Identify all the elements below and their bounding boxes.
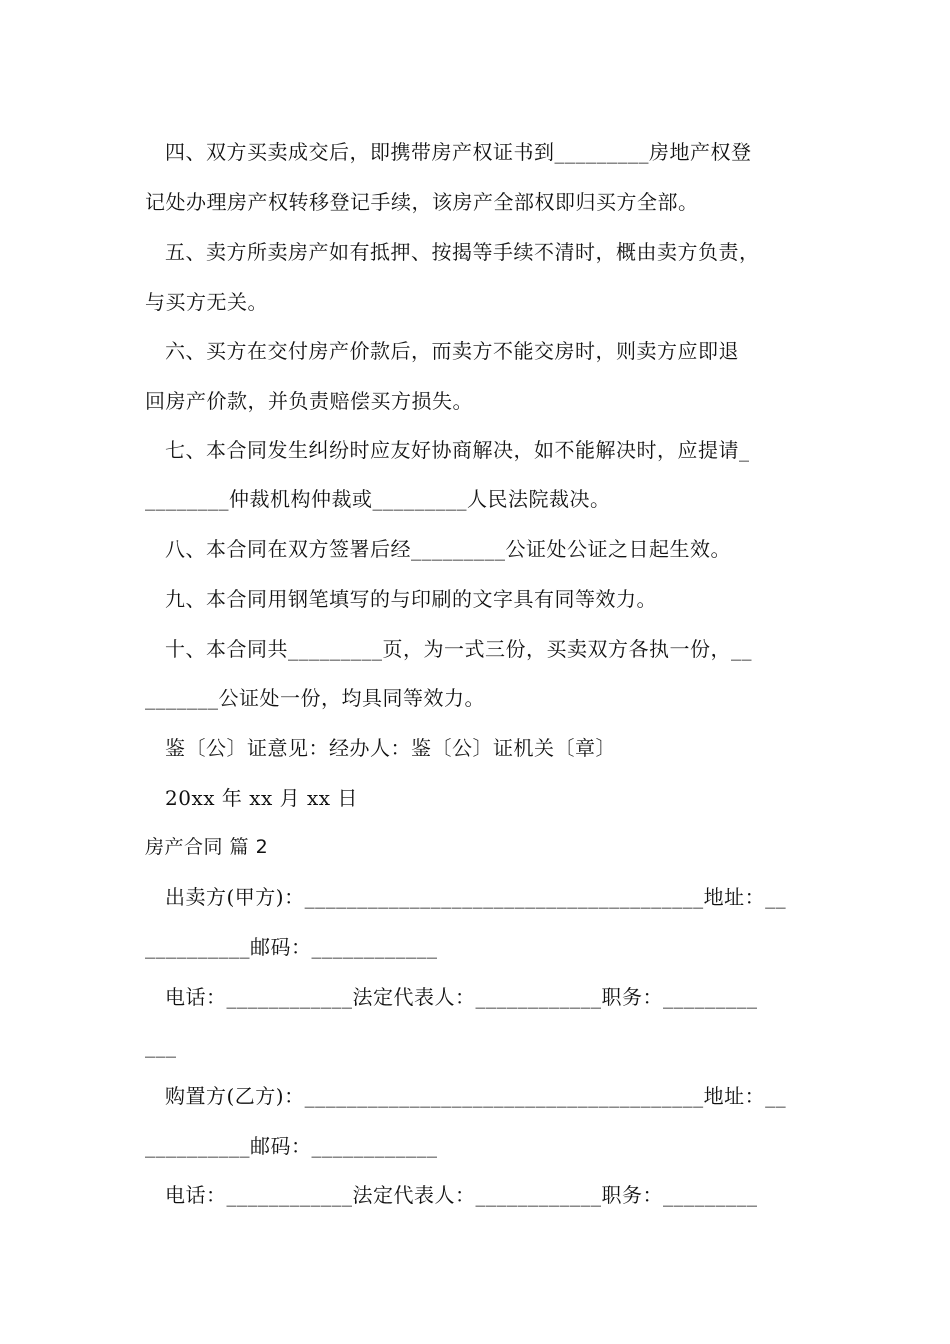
seller-line-2: __________邮码：____________	[145, 935, 438, 959]
clause-4-line-2: 记处办理房产权转移登记手续，该房产全部权即归买方全部。	[145, 190, 699, 214]
clause-6-line-2: 回房产价款，并负责赔偿买方损失。	[145, 389, 473, 413]
clause-5-line-1: 五、卖方所卖房产如有抵押、按揭等手续不清时，概由卖方负责，	[165, 240, 760, 264]
clause-4-line-1: 四、双方买卖成交后，即携带房产权证书到_________房地产权登	[165, 140, 752, 164]
clause-6-line-1: 六、买方在交付房产价款后，而卖方不能交房时，则卖方应即退	[165, 339, 739, 363]
section-heading: 房产合同 篇 2	[145, 836, 269, 858]
clause-7-line-2: ________仲裁机构仲裁或_________人民法院裁决。	[145, 487, 611, 511]
seller-contact-line-1: 电话：____________法定代表人：____________职务：_________	[165, 985, 758, 1009]
buyer-contact-line-1: 电话：____________法定代表人：____________职务：_________	[165, 1183, 758, 1207]
clause-9: 九、本合同用钢笔填写的与印刷的文字具有同等效力。	[165, 587, 657, 611]
notary-opinion: 鉴〔公〕证意见：经办人：鉴〔公〕证机关〔章〕	[165, 736, 616, 760]
date-line: 20xx 年 xx 月 xx 日	[165, 786, 358, 810]
clause-10-line-1: 十、本合同共_________页，为一式三份，买卖双方各执一份，__	[165, 637, 752, 661]
clause-10-line-2: _______公证处一份，均具同等效力。	[145, 686, 485, 710]
clause-7-line-1: 七、本合同发生纠纷时应友好协商解决，如不能解决时，应提请_	[165, 438, 750, 462]
clause-5-line-2: 与买方无关。	[145, 290, 268, 314]
seller-line-1: 出卖方(甲方)：______________________________________地址：__	[165, 885, 787, 909]
seller-contact-line-2: ___	[145, 1034, 177, 1058]
buyer-line-1: 购置方(乙方)：______________________________________地址：__	[165, 1084, 787, 1108]
buyer-line-2: __________邮码：____________	[145, 1134, 438, 1158]
clause-8: 八、本合同在双方签署后经_________公证处公证之日起生效。	[165, 537, 731, 561]
